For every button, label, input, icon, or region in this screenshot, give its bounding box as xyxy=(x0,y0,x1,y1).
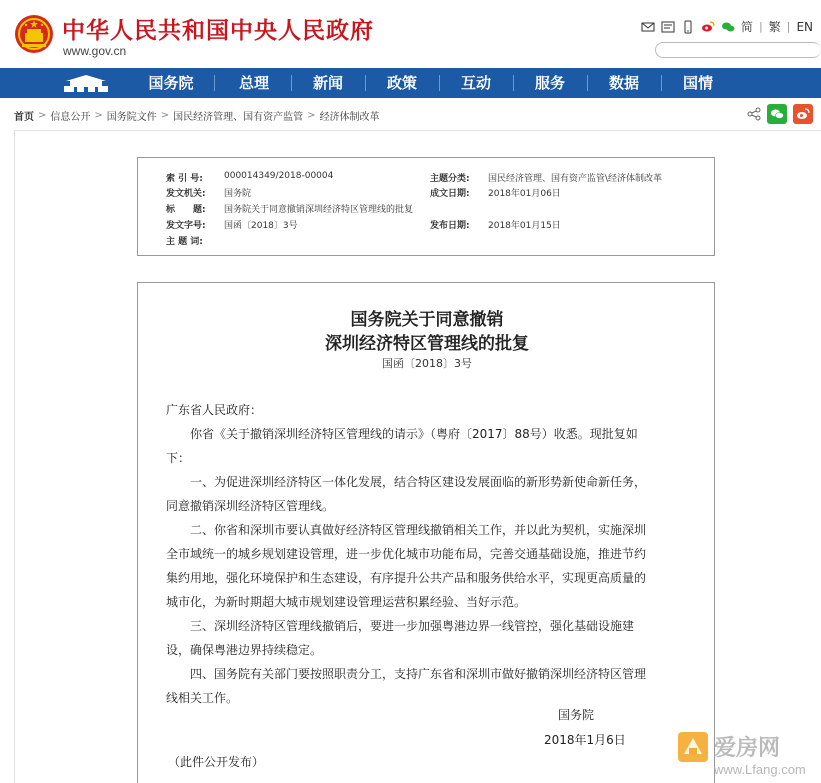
info-key: 发文字号: xyxy=(166,221,206,231)
lang-traditional-link[interactable]: 繁 xyxy=(768,20,781,34)
mobile-icon[interactable] xyxy=(681,20,695,34)
info-value: 国函〔2018〕3号 xyxy=(224,221,298,231)
wechat-icon[interactable] xyxy=(721,20,735,34)
info-key: 成文日期: xyxy=(430,189,470,199)
paragraph-line: 你省《关于撤销深圳经济特区管理线的请示》（粤府〔2017〕88号）收悉。现批复如 xyxy=(190,427,638,441)
watermark-logo xyxy=(676,724,821,783)
document-title-line2: 深圳经济特区管理线的批复 xyxy=(325,334,529,354)
info-key: 标 题: xyxy=(166,205,206,215)
info-row-category xyxy=(430,171,662,184)
breadcrumb xyxy=(14,108,380,123)
breadcrumb-economic-reform[interactable]: 经济体制改革 xyxy=(319,112,380,123)
breadcrumb-arrow-icon: > xyxy=(94,110,103,121)
nav-item-premier[interactable]: 总理 xyxy=(238,74,269,92)
info-value: 2018年01月15日 xyxy=(488,221,561,231)
document-title-line1: 国务院关于同意撤销 xyxy=(350,310,504,330)
main-nav xyxy=(0,68,821,98)
info-key: 索 引 号: xyxy=(166,174,203,184)
message-icon[interactable] xyxy=(661,20,675,34)
breadcrumb-arrow-icon: > xyxy=(160,110,170,121)
info-row-created xyxy=(430,186,561,199)
breadcrumb-home[interactable]: 首页 xyxy=(14,112,34,123)
separator: | xyxy=(758,20,763,33)
paragraph-line: 线相关工作。 xyxy=(166,691,239,705)
paragraph-line: 集约用地，强化环境保护和生态建设，有序提升公共产品和服务供给水平，实现更高质量的 xyxy=(166,571,647,585)
site-domain: www.gov.cn xyxy=(63,44,127,58)
share-bar xyxy=(747,104,813,124)
info-key: 主题分类: xyxy=(430,174,470,184)
info-value: 2018年01月06日 xyxy=(488,189,561,199)
paragraph-line: 一、为促进深圳经济特区一体化发展，结合特区建设发展面临的新形势新使命新任务， xyxy=(190,475,647,489)
info-row-index xyxy=(166,171,333,184)
watermark-url: www.Lfang.com xyxy=(714,762,806,777)
info-value[interactable]: 国民经济管理、国有资产监管\经济体制改革 xyxy=(488,174,663,184)
info-row-title xyxy=(166,202,413,215)
info-row-issuer xyxy=(166,186,251,199)
breadcrumb-arrow-icon: > xyxy=(38,110,47,121)
share-weibo-button[interactable] xyxy=(793,104,813,124)
publication-note: （此件公开发布） xyxy=(168,755,265,769)
info-value: 国务院 xyxy=(224,189,252,199)
watermark-brand: 爱房网 xyxy=(714,736,781,761)
info-row-published xyxy=(430,218,561,231)
separator: | xyxy=(786,20,791,33)
national-emblem-icon[interactable] xyxy=(14,14,54,54)
breadcrumb-info-public[interactable]: 信息公开 xyxy=(50,112,91,123)
paragraph-line: 二、你省和深圳市要认真做好经济特区管理线撤销相关工作，并以此为契机，实施深圳 xyxy=(190,523,647,537)
share-wechat-button[interactable] xyxy=(767,104,787,124)
document-body xyxy=(137,282,715,783)
document-number: 国函〔2018〕3号 xyxy=(382,357,472,370)
info-row-keywords xyxy=(166,234,224,247)
nav-item-news[interactable]: 新闻 xyxy=(312,74,343,92)
paragraph-line: 城市化，为新时期超大城市规划建设管理运营积累经验、当好示范。 xyxy=(166,595,527,609)
weibo-icon[interactable] xyxy=(701,20,715,34)
share-icon[interactable] xyxy=(747,107,761,121)
weibo-icon xyxy=(796,107,810,121)
info-value: 国务院关于同意撤销深圳经济特区管理线的批复 xyxy=(224,205,414,215)
nav-item-services[interactable]: 服务 xyxy=(534,74,565,92)
document-info-table xyxy=(137,157,715,256)
breadcrumb-state-council-docs[interactable]: 国务院文件 xyxy=(106,112,157,123)
paragraph-line: 全市域统一的城乡规划建设管理，进一步优化城市功能布局，完善交通基础设施，推进节约 xyxy=(166,547,647,561)
paragraph-line: 设，确保粤港边界持续稳定。 xyxy=(166,643,323,657)
signer: 国务院 xyxy=(558,708,595,722)
nav-item-national-info[interactable]: 国情 xyxy=(682,74,713,92)
nav-item-policy[interactable]: 政策 xyxy=(386,74,417,92)
paragraph-line: 同意撤销深圳经济特区管理线。 xyxy=(166,499,335,513)
info-row-docno xyxy=(166,218,298,231)
salutation: 广东省人民政府： xyxy=(166,403,263,417)
sign-date: 2018年1月6日 xyxy=(544,733,626,747)
nav-item-interaction[interactable]: 互动 xyxy=(460,74,491,92)
info-key: 发布日期: xyxy=(430,221,470,231)
wechat-icon xyxy=(770,107,784,121)
paragraph-line: 下： xyxy=(166,451,191,465)
mail-icon[interactable] xyxy=(641,20,655,34)
info-value: 000014349/2018-00004 xyxy=(224,171,334,181)
top-tools xyxy=(641,18,813,35)
breadcrumb-economy-mgmt[interactable]: 国民经济管理、国有资产监管 xyxy=(173,112,304,123)
lang-english-link[interactable]: EN xyxy=(796,19,813,34)
site-header xyxy=(0,0,821,68)
info-key: 主 题 词: xyxy=(166,237,203,247)
paragraph-line: 四、国务院有关部门要按照职责分工，支持广东省和深圳市做好撤销深圳经济特区管理 xyxy=(190,667,647,681)
nav-divider xyxy=(214,75,215,91)
breadcrumb-arrow-icon: > xyxy=(307,110,316,121)
tiananmen-logo-icon[interactable] xyxy=(60,72,112,94)
nav-item-state-council[interactable]: 国务院 xyxy=(148,74,194,92)
search-input[interactable] xyxy=(655,42,821,58)
info-key: 发文机关: xyxy=(166,189,206,199)
nav-item-data[interactable]: 数据 xyxy=(608,74,639,92)
site-title[interactable]: 中华人民共和国中央人民政府 xyxy=(62,18,374,44)
paragraph-line: 三、深圳经济特区管理线撤销后，要进一步加强粤港边界一线管控，强化基础设施建 xyxy=(190,619,635,633)
lang-simplified-link[interactable]: 简 xyxy=(740,20,753,34)
